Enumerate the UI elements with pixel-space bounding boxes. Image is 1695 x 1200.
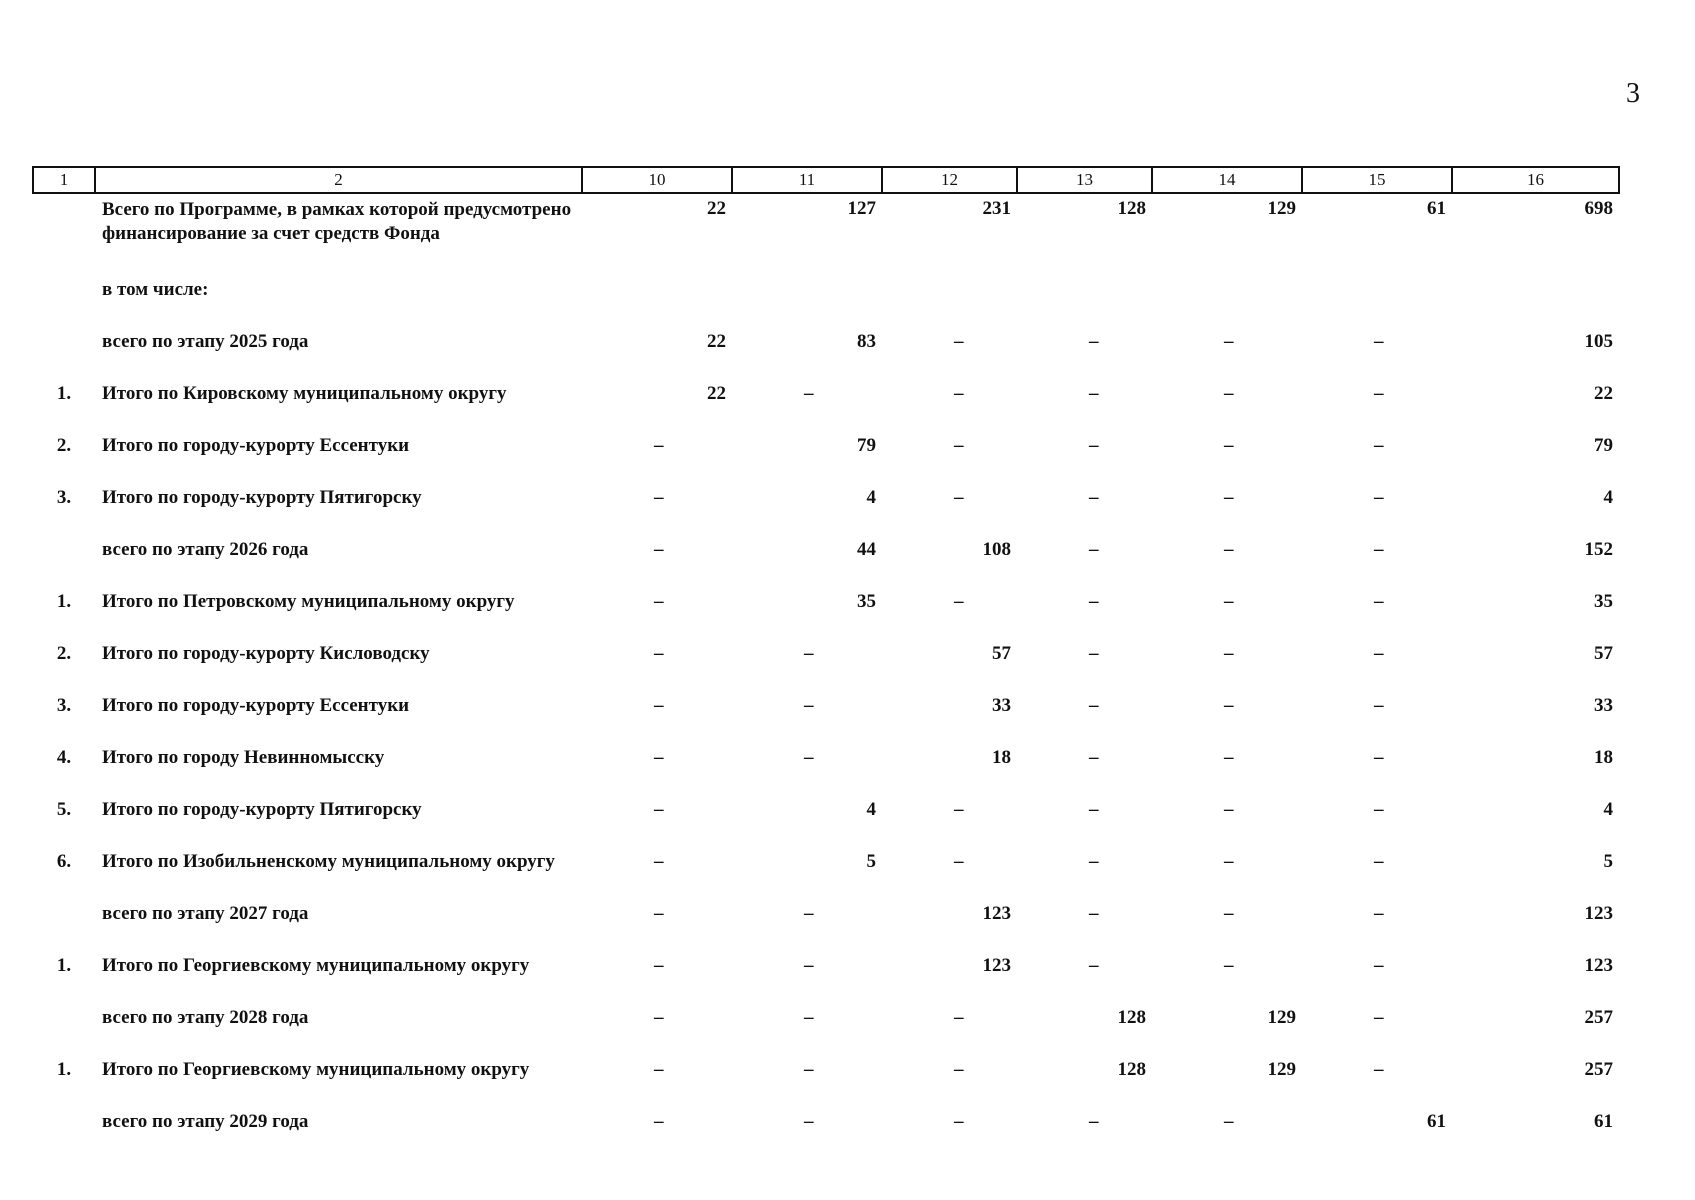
value-cell: 129 — [1267, 1059, 1296, 1080]
column-number-header-row — [33, 167, 1619, 193]
column-header: 14 — [1152, 167, 1302, 193]
row-label: Всего по Программе, в рамках которой предусмотрено финансирование за счет средств Фонда — [102, 199, 572, 244]
value-cell: – — [1224, 955, 1234, 976]
row-label: всего по этапу 2028 года — [102, 1007, 309, 1028]
value-cell: – — [654, 747, 664, 768]
column-header: 10 — [582, 167, 732, 193]
value-cell: 129 — [1267, 1007, 1296, 1028]
value-cell: 35 — [857, 591, 876, 612]
value-cell: 129 — [1267, 198, 1296, 219]
table-row — [33, 628, 1619, 680]
value-cell: – — [1374, 487, 1384, 508]
value-cell: 4 — [1603, 487, 1613, 508]
value-cell: 79 — [1594, 435, 1613, 456]
value-cell: – — [804, 383, 814, 404]
row-label: всего по этапу 2029 года — [102, 1111, 309, 1132]
column-header: 12 — [882, 167, 1017, 193]
value-cell: – — [1089, 539, 1099, 560]
value-cell: – — [954, 799, 964, 820]
table-row — [33, 1044, 1619, 1096]
value-cell: – — [1374, 383, 1384, 404]
financing-table — [32, 166, 1620, 1148]
value-cell: 128 — [1117, 1059, 1146, 1080]
value-cell: – — [654, 1059, 664, 1080]
value-cell: – — [1089, 851, 1099, 872]
row-number — [33, 888, 95, 940]
value-cell: 18 — [992, 747, 1011, 768]
value-cell — [732, 264, 882, 316]
value-cell: – — [954, 851, 964, 872]
value-cell: 5 — [1603, 851, 1613, 872]
row-label: Итого по Изобильненскому муниципальному округу — [102, 851, 555, 872]
value-cell — [582, 264, 732, 316]
value-cell: 128 — [1117, 198, 1146, 219]
value-cell: – — [1089, 799, 1099, 820]
value-cell: – — [1374, 591, 1384, 612]
row-number — [33, 264, 95, 316]
table-row — [33, 264, 1619, 316]
value-cell: – — [954, 1111, 964, 1132]
value-cell: – — [804, 955, 814, 976]
value-cell: 698 — [1584, 198, 1613, 219]
table-row — [33, 576, 1619, 628]
value-cell: – — [954, 1059, 964, 1080]
value-cell: – — [1089, 747, 1099, 768]
value-cell: 123 — [982, 955, 1011, 976]
value-cell: – — [1089, 903, 1099, 924]
value-cell: – — [654, 851, 664, 872]
value-cell: 61 — [1427, 198, 1446, 219]
table-body — [33, 193, 1619, 1148]
value-cell: – — [804, 903, 814, 924]
value-cell: – — [1374, 643, 1384, 664]
value-cell: 35 — [1594, 591, 1613, 612]
value-cell: – — [1224, 851, 1234, 872]
table-row — [33, 888, 1619, 940]
row-label: всего по этапу 2025 года — [102, 331, 309, 352]
row-number: 1. — [56, 955, 72, 976]
value-cell: – — [804, 747, 814, 768]
value-cell: 22 — [707, 383, 726, 404]
value-cell: 127 — [847, 198, 876, 219]
value-cell: – — [654, 435, 664, 456]
column-header: 1 — [33, 167, 95, 193]
value-cell: – — [1374, 799, 1384, 820]
value-cell: – — [804, 643, 814, 664]
value-cell: 61 — [1594, 1111, 1613, 1132]
value-cell: – — [1224, 435, 1234, 456]
value-cell: – — [1089, 643, 1099, 664]
row-number — [33, 1096, 95, 1148]
table-row — [33, 940, 1619, 992]
value-cell: – — [1224, 799, 1234, 820]
value-cell: 123 — [1584, 955, 1613, 976]
page-number: 3 — [1626, 78, 1640, 109]
row-label: Итого по городу-курорту Пятигорску — [102, 487, 422, 508]
value-cell: – — [1224, 695, 1234, 716]
value-cell: – — [954, 487, 964, 508]
value-cell: 22 — [707, 198, 726, 219]
table-row — [33, 316, 1619, 368]
value-cell: – — [1224, 1111, 1234, 1132]
row-label: Итого по Георгиевскому муниципальному округу — [102, 955, 530, 976]
value-cell: – — [654, 1007, 664, 1028]
value-cell: – — [1089, 695, 1099, 716]
value-cell: – — [1089, 1111, 1099, 1132]
value-cell: 44 — [857, 539, 876, 560]
value-cell: 128 — [1117, 1007, 1146, 1028]
table-row — [33, 680, 1619, 732]
value-cell: 123 — [1584, 903, 1613, 924]
column-header: 15 — [1302, 167, 1452, 193]
value-cell: – — [1374, 851, 1384, 872]
value-cell: 123 — [982, 903, 1011, 924]
value-cell: – — [954, 591, 964, 612]
table-row — [33, 784, 1619, 836]
row-number — [33, 316, 95, 368]
row-label: Итого по городу-курорту Ессентуки — [102, 695, 410, 716]
value-cell: 5 — [866, 851, 876, 872]
value-cell: – — [1374, 435, 1384, 456]
table-row — [33, 420, 1619, 472]
value-cell: 79 — [857, 435, 876, 456]
value-cell: 108 — [982, 539, 1011, 560]
row-label: всего по этапу 2026 года — [102, 539, 309, 560]
value-cell: – — [1224, 383, 1234, 404]
value-cell: – — [1374, 1007, 1384, 1028]
value-cell: – — [654, 539, 664, 560]
row-number — [33, 193, 95, 264]
row-label: Итого по Петровскому муниципальному округу — [102, 591, 515, 612]
value-cell: 18 — [1594, 747, 1613, 768]
value-cell: – — [1089, 331, 1099, 352]
row-number: 1. — [56, 1059, 72, 1080]
row-label: всего по этапу 2027 года — [102, 903, 309, 924]
value-cell: – — [1374, 331, 1384, 352]
value-cell: 33 — [992, 695, 1011, 716]
column-header: 13 — [1017, 167, 1152, 193]
value-cell — [1302, 264, 1452, 316]
row-label: Итого по Кировскому муниципальному округу — [102, 383, 507, 404]
table-row — [33, 368, 1619, 420]
value-cell: – — [804, 695, 814, 716]
value-cell: – — [1089, 955, 1099, 976]
value-cell: – — [1374, 539, 1384, 560]
value-cell: – — [1224, 539, 1234, 560]
value-cell: – — [654, 643, 664, 664]
table-row — [33, 732, 1619, 784]
value-cell: – — [654, 955, 664, 976]
value-cell: – — [804, 1111, 814, 1132]
row-number: 1. — [56, 383, 72, 404]
value-cell: – — [654, 1111, 664, 1132]
value-cell: – — [1224, 903, 1234, 924]
value-cell — [1452, 264, 1619, 316]
value-cell: – — [954, 383, 964, 404]
value-cell: – — [1224, 643, 1234, 664]
column-header: 16 — [1452, 167, 1619, 193]
column-header: 11 — [732, 167, 882, 193]
value-cell: – — [1089, 383, 1099, 404]
row-label: Итого по Георгиевскому муниципальному округу — [102, 1059, 530, 1080]
value-cell: – — [954, 435, 964, 456]
row-number: 4. — [56, 747, 72, 768]
table-row — [33, 524, 1619, 576]
value-cell: – — [1224, 747, 1234, 768]
value-cell: – — [654, 591, 664, 612]
value-cell: – — [804, 1059, 814, 1080]
value-cell: – — [1374, 903, 1384, 924]
value-cell: – — [1089, 487, 1099, 508]
row-number — [33, 524, 95, 576]
table-row — [33, 836, 1619, 888]
value-cell: – — [1374, 955, 1384, 976]
value-cell: – — [654, 487, 664, 508]
value-cell: 22 — [1594, 383, 1613, 404]
value-cell: 22 — [707, 331, 726, 352]
value-cell: 4 — [866, 487, 876, 508]
row-number: 6. — [56, 851, 72, 872]
column-header: 2 — [95, 167, 582, 193]
row-label: в том числе: — [102, 279, 209, 300]
value-cell: 4 — [1603, 799, 1613, 820]
value-cell: – — [1374, 695, 1384, 716]
value-cell — [1017, 264, 1152, 316]
row-number: 2. — [56, 643, 72, 664]
value-cell: – — [1224, 331, 1234, 352]
row-label: Итого по городу-курорту Кисловодску — [102, 643, 430, 664]
row-number: 3. — [56, 695, 72, 716]
value-cell: 231 — [982, 198, 1011, 219]
value-cell — [882, 264, 1017, 316]
value-cell: 257 — [1584, 1007, 1613, 1028]
table-row — [33, 193, 1619, 264]
value-cell: – — [1224, 591, 1234, 612]
value-cell: – — [654, 903, 664, 924]
table-row — [33, 472, 1619, 524]
row-number: 5. — [56, 799, 72, 820]
value-cell: – — [1089, 435, 1099, 456]
row-label: Итого по городу Невинномысску — [102, 747, 385, 768]
value-cell: 57 — [1594, 643, 1613, 664]
value-cell — [1152, 264, 1302, 316]
row-label: Итого по городу-курорту Пятигорску — [102, 799, 422, 820]
value-cell: – — [1089, 591, 1099, 612]
value-cell: 4 — [866, 799, 876, 820]
table-row — [33, 1096, 1619, 1148]
value-cell: – — [954, 1007, 964, 1028]
value-cell: – — [1374, 747, 1384, 768]
value-cell: 33 — [1594, 695, 1613, 716]
value-cell: – — [954, 331, 964, 352]
table-row — [33, 992, 1619, 1044]
value-cell: 257 — [1584, 1059, 1613, 1080]
value-cell: – — [654, 799, 664, 820]
value-cell: 152 — [1584, 539, 1613, 560]
value-cell: 57 — [992, 643, 1011, 664]
row-number: 2. — [56, 435, 72, 456]
value-cell: 61 — [1427, 1111, 1446, 1132]
row-number: 3. — [56, 487, 72, 508]
row-number — [33, 992, 95, 1044]
value-cell: 83 — [857, 331, 876, 352]
value-cell: – — [804, 1007, 814, 1028]
row-label: Итого по городу-курорту Ессентуки — [102, 435, 410, 456]
value-cell: – — [1224, 487, 1234, 508]
value-cell: – — [654, 695, 664, 716]
row-number: 1. — [56, 591, 72, 612]
value-cell: 105 — [1584, 331, 1613, 352]
value-cell: – — [1374, 1059, 1384, 1080]
